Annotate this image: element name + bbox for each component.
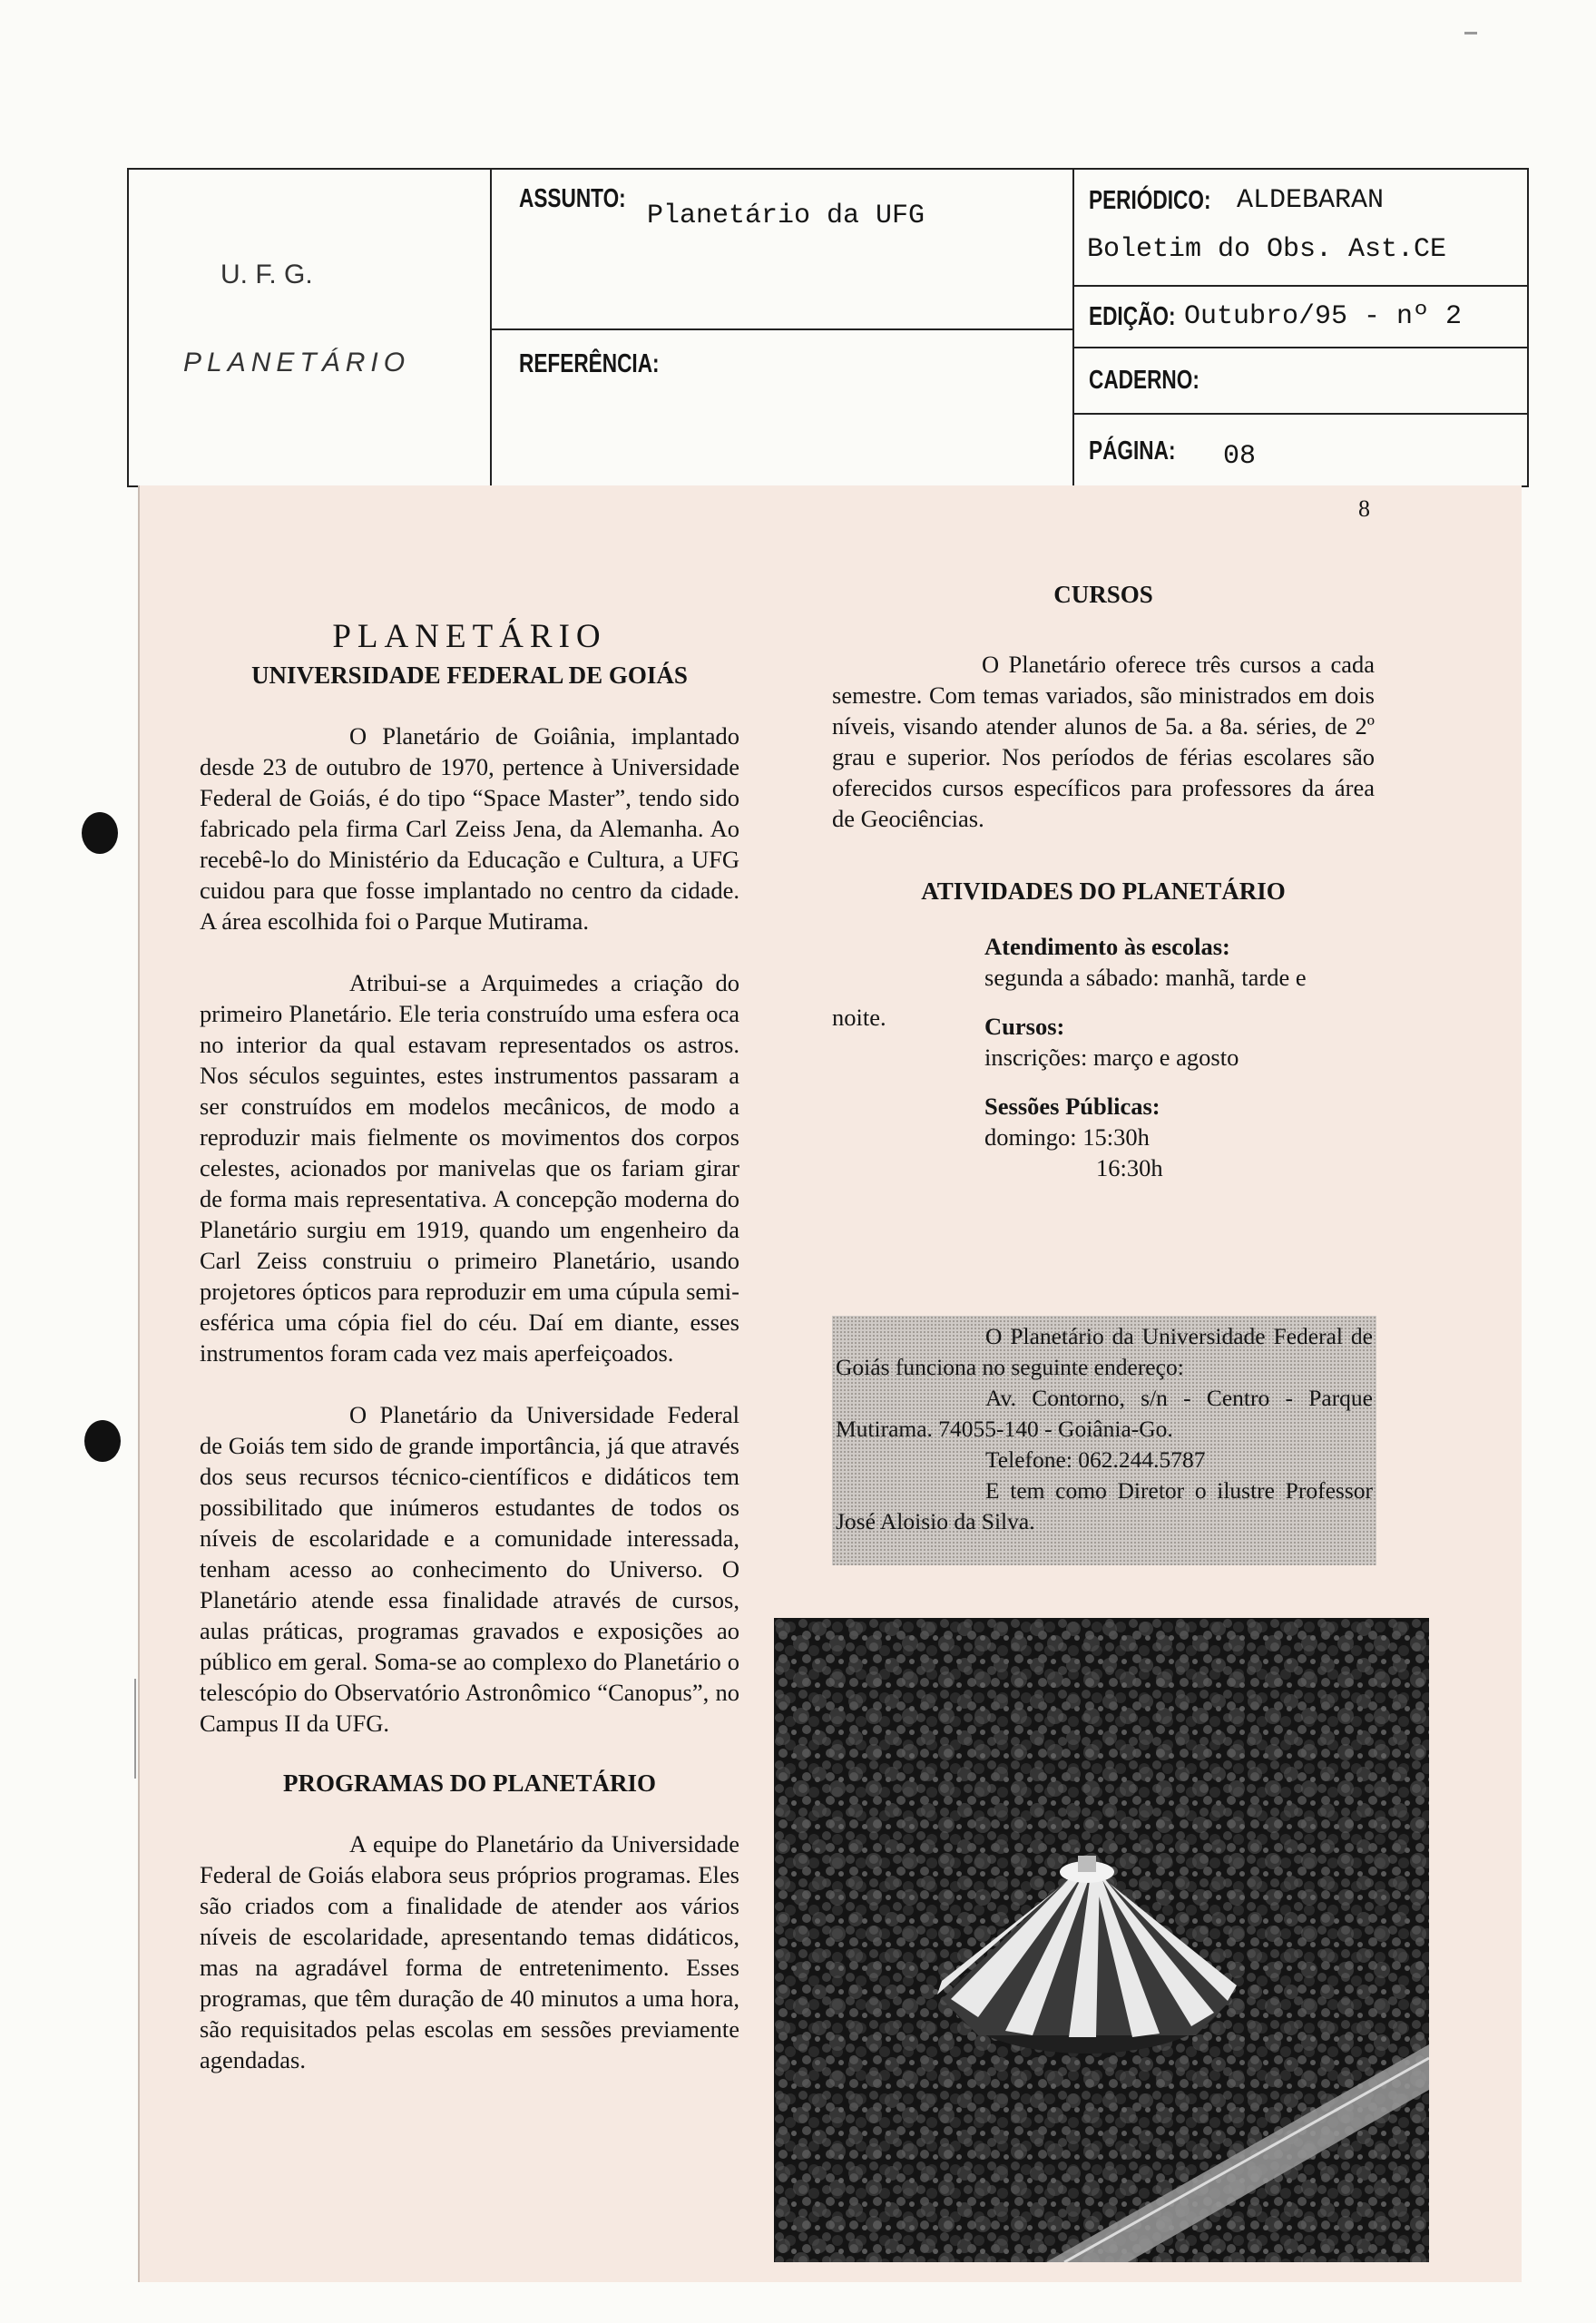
- right-column: [832, 581, 1375, 1212]
- paragraph: Atribui-se a Arquimedes a criação do primeiro Planetário. Ele teria construído uma esfera oca no interior da qual estavam representados os astros. Nos séculos seguintes, estes instrumentos passaram a ser construídos em modelos mecânicos, de modo a reproduzir mais fielmente os movimentos dos corpos celestes, acionados por manivelas que os fariam girar de forma mais representativa. A concepção moderna do Planetário surgiu em 1919, quando um engenheiro da Carl Zeiss construiu o primeiro Planetário, usando projetores ópticos para reproduzir em uma cúpula semi-esférica uma cópia fiel do céu. Daí em diante, esses instrumentos foram cada vez mais aperfeiçoados.: [200, 969, 739, 1367]
- photo-illustration: [774, 1618, 1429, 2262]
- caderno-label: CADERNO:: [1089, 366, 1199, 395]
- address-line: O Planetário da Universidade Federal de Goiás funciona no seguinte endereço:: [836, 1323, 1373, 1380]
- header-divider: [1072, 285, 1529, 287]
- referencia-label: REFERÊNCIA:: [519, 349, 660, 378]
- header-divider: [1072, 168, 1074, 487]
- activities-list: [832, 931, 1375, 1212]
- periodico-label: PERIÓDICO:: [1089, 186, 1211, 215]
- header-divider: [1072, 413, 1529, 415]
- stray-word: noite.: [832, 1004, 886, 1031]
- header-divider: [1072, 347, 1529, 348]
- page-number: 8: [1358, 495, 1370, 522]
- binder-hole: [82, 812, 118, 854]
- address-line: Av. Contorno, s/n - Centro - Parque Mutirama. 74055-140 - Goiânia-Go.: [836, 1385, 1373, 1442]
- activity-detail: domingo: 15:30h: [984, 1123, 1150, 1151]
- section-title-atividades: ATIVIDADES DO PLANETÁRIO: [921, 877, 1286, 905]
- address-box: [832, 1316, 1376, 1565]
- paragraph: O Planetário de Goiânia, implantado desde 23 de outubro de 1970, pertence à Universidade Federal de Goiás, é do tipo “Space Master”, tendo sido fabricado pela firma Carl Zeiss Jena, da Alemanha. Ao recebê-lo do Ministério da Educação e Cultura, a UFG cuidou para que fosse implantado no centro da cidade. A área escolhida foi o Parque Mutirama.: [200, 722, 739, 935]
- pagina-value: 08: [1223, 441, 1257, 472]
- margin-mark: [1464, 32, 1477, 34]
- header-divider: [490, 168, 492, 487]
- org-name: U. F. G.: [220, 260, 313, 289]
- periodico-subtitle: Boletim do Obs. Ast.CE: [1087, 234, 1447, 265]
- paragraph: O Planetário oferece três cursos a cada semestre. Com temas variados, são ministrados em dois níveis, visando atender alunos de 5a. a 8a. séries, de 2º grau e superior. Nos períodos de férias escolares são oferecidos cursos específicos para professores da área de Geociências.: [832, 651, 1375, 832]
- address-line: Telefone: 062.244.5787: [985, 1446, 1206, 1473]
- pagina-label: PÁGINA:: [1089, 436, 1176, 466]
- section-title-programas: PROGRAMAS DO PLANETÁRIO: [282, 1769, 656, 1797]
- edicao-value: Outubro/95 - nº 2: [1184, 301, 1463, 332]
- article-subtitle: UNIVERSIDADE FEDERAL DE GOIÁS: [251, 662, 688, 689]
- activity-heading: Sessões Públicas:: [984, 1093, 1160, 1120]
- margin-mark: [134, 1679, 136, 1779]
- paragraph: O Planetário da Universidade Federal de Goiás tem sido de grande importância, já que através dos seus recursos técnico-científicos e didáticos tem possibilitado que inúmeros estudantes de todos os níveis de escolaridade e a comunidade interessada, tenham acesso ao conhecimento do Universo. O Planetário atende essa finalidade através de cursos, aulas práticas, programas gravados e exposições ao público em geral. Soma-se ao complexo do Planetário o telescópio do Observatório Astronômico “Canopus”, no Campus II da UFG.: [200, 1401, 739, 1737]
- assunto-label: ASSUNTO:: [519, 184, 626, 213]
- assunto-value: Planetário da UFG: [647, 201, 925, 231]
- left-column: [200, 617, 739, 2075]
- address-line: E tem como Diretor o ilustre Professor José Aloisio da Silva.: [836, 1477, 1373, 1534]
- activity-detail: 16:30h: [1096, 1154, 1163, 1181]
- edicao-label: EDIÇÃO:: [1089, 302, 1176, 331]
- org-department: PLANETÁRIO: [183, 348, 411, 377]
- activity-heading: Cursos:: [984, 1013, 1065, 1040]
- article-title: PLANETÁRIO: [332, 618, 607, 655]
- planetarium-aerial-photo: [774, 1618, 1429, 2262]
- section-title-cursos: CURSOS: [1053, 581, 1153, 608]
- periodico-value: ALDEBARAN: [1237, 185, 1385, 216]
- header-divider: [490, 328, 1072, 330]
- activity-heading: Atendimento às escolas:: [984, 933, 1230, 960]
- binder-hole: [84, 1420, 121, 1462]
- paragraph: A equipe do Planetário da Universidade Federal de Goiás elabora seus próprios programas. Eles são criados com a finalidade de atender aos vários níveis de escolaridade, apresentando temas didáticos, mas na agradável forma de entretenimento. Esses programas, que têm duração de 40 minutos a uma hora, são requisitados pelas escolas em sessões previamente agendadas.: [200, 1830, 739, 2073]
- activity-detail: segunda a sábado: manhã, tarde e: [984, 964, 1307, 991]
- activity-detail: inscrições: março e agosto: [984, 1044, 1239, 1071]
